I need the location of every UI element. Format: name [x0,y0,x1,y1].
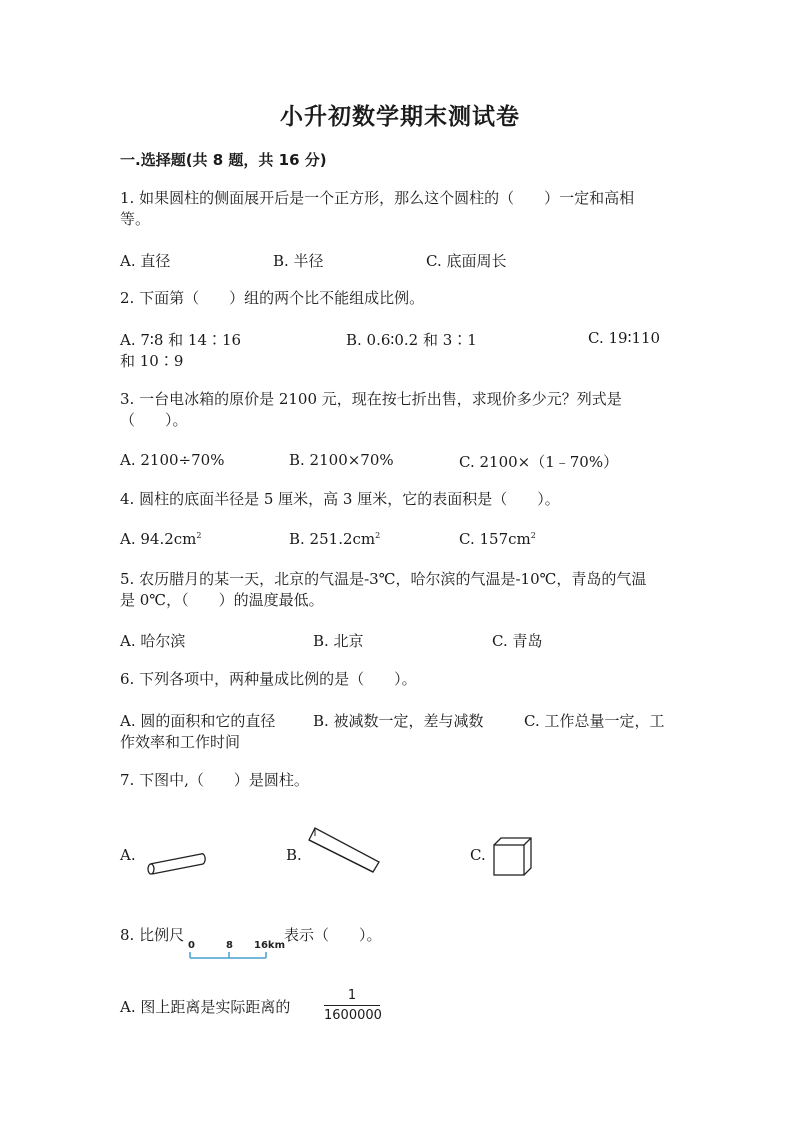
question-4-text: 4. 圆柱的底面半径是 5 厘米，高 3 厘米，它的表面积是（ ）。 [120,490,560,508]
q4-option-c: C. $157cm^2$ [459,530,536,548]
fraction-denominator: 1600000 [324,1008,382,1023]
q6-option-c: C. 工作总量一定，工 [524,712,665,730]
cube-figure [492,836,534,878]
q1-option-a: A. 直径 [120,252,171,270]
fraction-bar [324,1005,380,1006]
question-2-text: 2. 下面第（ ）组的两个比不能组成比例。 [120,289,425,307]
q1-option-b: B. 半径 [273,252,324,270]
q1-option-c: C. 底面周长 [426,252,507,270]
q3-option-a: A. 2100÷70% [120,451,225,469]
q4-option-b: B. $251.2cm^2$ [289,530,381,548]
page-title: 小升初数学期末测试卷 [280,103,520,130]
q2-option-a: A. 7∶8 和 14∶16 [120,331,242,349]
q7-option-b: B. [286,846,302,864]
question-3-text-cont: （ ）。 [120,411,188,429]
scale-label-0: 0 [188,940,195,951]
q3-option-c: C. 2100×（1﹣70%） [459,453,619,471]
q7-option-a: A. [120,846,136,864]
question-1-text: 1. 如果圆柱的侧面展开后是一个正方形，那么这个圆柱的（ ）一定和高相 [120,189,635,207]
question-8-text-pre: 8. 比例尺 [120,926,185,944]
q6-option-a: A. 圆的面积和它的直径 [120,712,276,730]
q8-option-a: A. 图上距离是实际距离的 [120,998,291,1016]
q3-option-b: B. 2100×70% [289,451,394,469]
question-8-text-post: 表示（ ）。 [284,926,382,944]
fraction [324,988,380,1024]
q2-option-c-cont: 和 10∶9 [120,352,184,370]
prism-figure [303,826,383,876]
question-1-text-cont: 等。 [120,210,151,228]
cylinder-figure [143,850,211,880]
scale-label-8: 8 [226,940,233,951]
question-3-text: 3. 一台电冰箱的原价是 2100 元，现在按七折出售，求现价多少元？列式是 [120,390,622,408]
q6-option-c-cont: 作效率和工作时间 [120,733,241,751]
question-6-text: 6. 下列各项中，两种量成比例的是（ ）。 [120,670,417,688]
scale-bar-figure [188,938,288,962]
q4-option-a: A. $94.2cm^2$ [120,530,202,548]
q5-option-b: B. 北京 [313,632,364,650]
section-heading: 一.选择题(共 8 题，共 16 分) [120,151,327,169]
q7-option-c: C. [470,846,486,864]
q6-option-b: B. 被减数一定，差与减数 [313,712,484,730]
question-5-text-cont: 是 0℃，（ ）的温度最低。 [120,591,324,609]
q2-option-b: B. 0.6∶0.2 和 3∶1 [346,331,477,349]
question-7-text: 7. 下图中,（ ）是圆柱。 [120,771,309,789]
scale-label-16km: 16km [254,940,285,951]
q5-option-a: A. 哈尔滨 [120,632,186,650]
fraction-numerator: 1 [347,988,357,1003]
q5-option-c: C. 青岛 [492,632,543,650]
q2-option-c: C. 19∶110 [588,329,661,347]
question-5-text: 5. 农历腊月的某一天，北京的气温是-3℃，哈尔滨的气温是-10℃，青岛的气温 [120,570,647,588]
